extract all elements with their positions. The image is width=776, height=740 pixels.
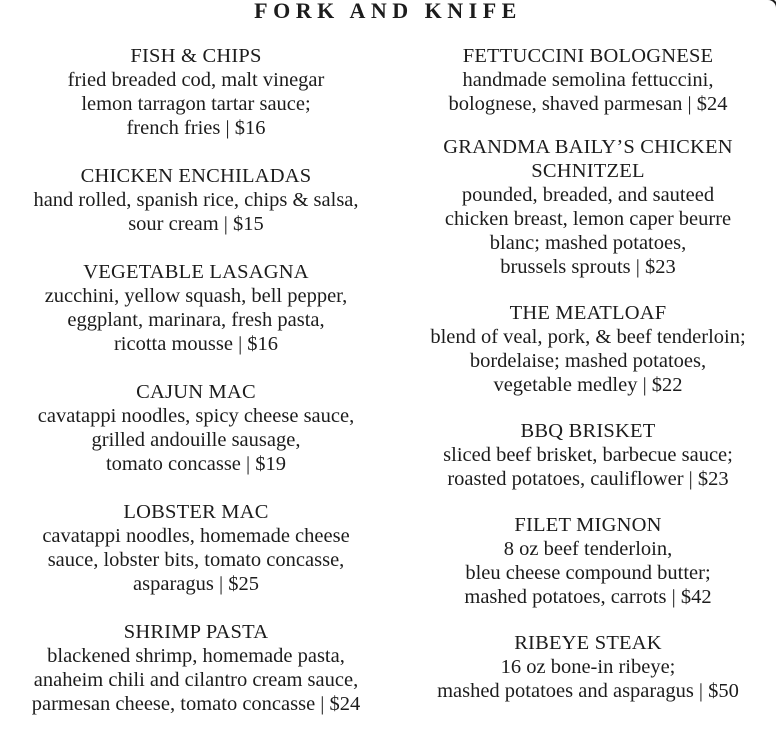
menu-column-left (0, 44, 392, 740)
dish-description: cavatappi noodles, homemade cheese sauce, lobster bits, tomato concasse, asparagus | $25 (42, 525, 350, 595)
menu-item-lobster-mac (0, 500, 392, 596)
dish-description: cavatappi noodles, spicy cheese sauce, grilled andouille sausage, tomato concasse | $19 (37, 405, 355, 475)
dish-description: sliced beef brisket, barbecue sauce; roasted potatoes, cauliflower | $23 (443, 444, 733, 490)
dish-name: RIBEYE STEAK (514, 632, 662, 654)
dish-name: VEGETABLE LASAGNA (83, 261, 309, 283)
menu-item-the-meatloaf (400, 301, 776, 397)
dish-name: SHRIMP PASTA (123, 621, 269, 643)
dish-name: FILET MIGNON (514, 514, 662, 536)
menu-column-right (400, 44, 776, 725)
dish-description: fried breaded cod, malt vinegar lemon tarragon tartar sauce; french fries | $16 (67, 69, 325, 139)
dish-name: FETTUCCINI BOLOGNESE (462, 45, 714, 67)
menu-item-fettuccini-bolognese (400, 44, 776, 116)
page-corner-decoration (764, 0, 776, 12)
dish-name: CAJUN MAC (136, 381, 256, 403)
dish-name: GRANDMA BAILY’S CHICKEN SCHNITZEL (443, 136, 733, 182)
menu-item-chicken-enchiladas (0, 164, 392, 236)
menu-item-filet-mignon (400, 513, 776, 609)
dish-description: zucchini, yellow squash, bell pepper, eggplant, marinara, fresh pasta, ricotta mousse | $16 (44, 285, 348, 355)
dish-description: handmade semolina fettuccini, bolognese, shaved parmesan | $24 (448, 69, 728, 115)
dish-description: blackened shrimp, homemade pasta, anaheim chili and cilantro cream sauce, parmesan cheese, tomato concasse | $24 (31, 645, 361, 715)
dish-name: FISH & CHIPS (130, 45, 262, 67)
menu-title: FORK AND KNIFE (254, 0, 522, 23)
dish-description: 16 oz bone-in ribeye; mashed potatoes and asparagus | $50 (437, 656, 739, 702)
menu-item-vegetable-lasagna (0, 260, 392, 356)
menu-item-ribeye-steak (400, 631, 776, 703)
dish-name: BBQ BRISKET (520, 420, 656, 442)
dish-name: THE MEATLOAF (509, 302, 667, 324)
menu-item-shrimp-pasta (0, 620, 392, 716)
menu-item-chicken-schnitzel (400, 135, 776, 279)
dish-description: hand rolled, spanish rice, chips & salsa, sour cream | $15 (33, 189, 359, 235)
dish-name: CHICKEN ENCHILADAS (80, 165, 312, 187)
menu-item-cajun-mac (0, 380, 392, 476)
menu-item-bbq-brisket (400, 419, 776, 491)
dish-description: 8 oz beef tenderloin, bleu cheese compound butter; mashed potatoes, carrots | $42 (464, 538, 712, 608)
dish-description: blend of veal, pork, & beef tenderloin; bordelaise; mashed potatoes, vegetable medley | $22 (430, 326, 746, 396)
menu-item-fish-and-chips (0, 44, 392, 140)
dish-description: pounded, breaded, and sauteed chicken breast, lemon caper beurre blanc; mashed potatoes, brussels sprouts | $23 (444, 184, 732, 278)
dish-name: LOBSTER MAC (123, 501, 269, 523)
